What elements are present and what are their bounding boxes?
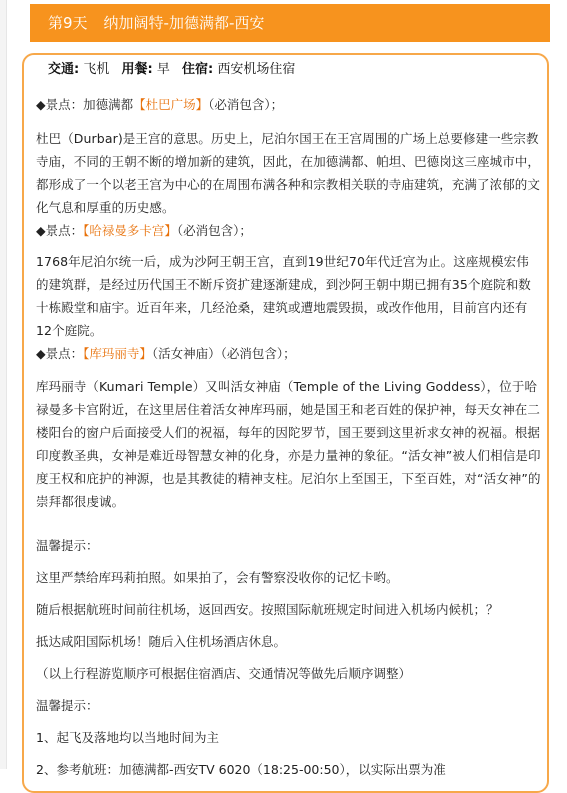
tips-item-1: 1、起飞及落地均以当地时间为主 — [36, 730, 219, 745]
spot-prefix: ◆景点：加德满都 — [36, 97, 134, 112]
spot-suffix: （活女神庙）（必消包含）； — [151, 346, 296, 361]
stay-label: 住宿: — [182, 62, 214, 77]
meal-label: 用餐: — [121, 62, 153, 77]
transport-value: 飞机 — [83, 62, 110, 77]
stay-value: 西安机场住宿 — [217, 62, 296, 77]
spot-name-durbar-square: 【杜巴广场】 — [133, 97, 209, 112]
order-note: （以上行程游览顺序可根据住宿酒店、交通情况等做先后顺序调整） — [36, 666, 412, 681]
spot-desc-1: 杜巴（Durbar)是王宫的意思。历史上，尼泊尔国王在王宫周围的广场上总要修建一些宗教寺庙，不同的王朝不断的增加新的建筑，因此，在加德满都、帕坦、巴德岗这三座城市中，都形成了一个以老王宫为中心的在周围布满各种和宗教相关联的寺庙建筑，充满了浓郁的文化气息和厚重的历史感。 — [36, 131, 541, 215]
day-number: 第9天 — [48, 14, 88, 32]
day-route: 纳加阔特-加德满都-西安 — [103, 14, 265, 32]
left-gutter — [0, 0, 7, 769]
spot-suffix: （必消包含）； — [208, 97, 284, 112]
airport-text: 随后根据航班时间前往机场，返回西安。按照国际航班规定时间进入机场内候机；？ — [36, 602, 499, 617]
meta-row — [48, 59, 295, 81]
tips-title-2: 温馨提示： — [36, 698, 99, 713]
spot-desc-3: 库玛丽寺（Kumari Temple）又叫活女神庙（Temple of the Living Goddess），位于哈禄曼多卡宫附近，在这里居住着活女神库玛丽，她是国王和老百姓的保护神，每天女神在二楼阳台的窗户后面接受人们的祝福，每年的因陀罗节，国王要到这里祈求女神的祝福。根据印度教圣典，女神是难近母智慧女神的化身，亦是力量神的象征。“活女神”被人们相信是印度王权和庇护的神源，也是其教徒的精神支柱。尼泊尔上至国王，下至百姓，对“活女神”的崇拜都很虔诚。 — [36, 379, 541, 509]
spot-desc-2: 1768年尼泊尔统一后，成为沙阿王朝王宫，直到19世纪70年代迁宫为止。这座规模宏伟的建筑群，是经过历代国王不断斥资扩建逐渐建成，到沙阿王朝中期已拥有35个庭院和数十栋殿堂和庙宇。近百年来，几经沧桑，建筑或遭地震毁损，或改作他用，目前宫内还有12个庭院。 — [36, 254, 531, 338]
spot-prefix: ◆景点： — [36, 223, 84, 238]
transport-label: 交通: — [48, 62, 80, 77]
itinerary-card — [22, 53, 549, 793]
arrival-text: 抵达咸阳国际机场！随后入住机场酒店休息。 — [36, 634, 287, 649]
spot-prefix: ◆景点： — [36, 346, 84, 361]
spot-name-kumari-temple: 【库玛丽寺】 — [83, 346, 152, 361]
tips-text-1: 这里严禁给库玛莉拍照。如果拍了，会有警察没收你的记忆卡哟。 — [36, 570, 399, 585]
meal-value: 早 — [156, 62, 170, 77]
tips-title-1: 温馨提示： — [36, 538, 99, 553]
tips-item-2: 2、参考航班：加德满都-西安TV 6020（18:25-00:50），以实际出票为准 — [36, 762, 446, 777]
spot-name-hanuman-dhoka: 【哈禄曼多卡宫】 — [83, 223, 177, 238]
spot-heading-3 — [36, 342, 541, 365]
spot-heading-1 — [36, 93, 541, 116]
spot-heading-2 — [36, 219, 541, 242]
day-header — [30, 4, 550, 42]
spot-suffix: （必消包含）； — [176, 223, 252, 238]
